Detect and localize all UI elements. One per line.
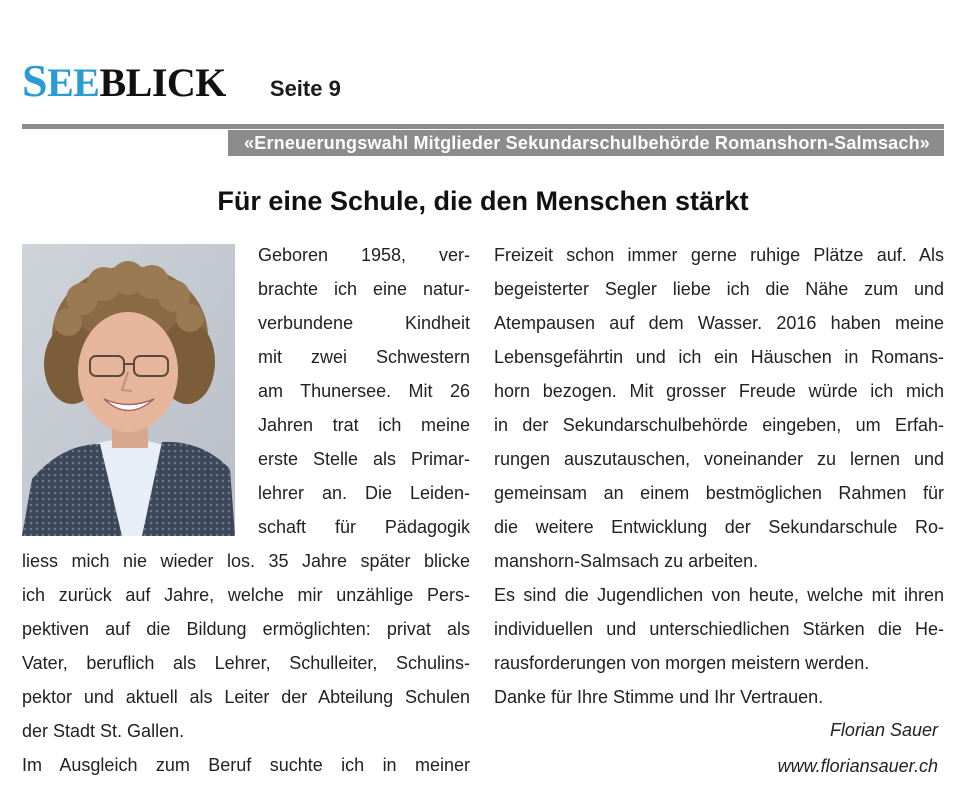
text-line: Danke für Ihre Stimme und Ihr Vertrauen.: [494, 687, 824, 707]
portrait-photo: [22, 244, 235, 536]
text-line: begeisterter Segler liebe ich die Nähe zum und: [494, 279, 944, 299]
text-line: ich zurück auf Jahre, welche mir unzählige Pers-: [22, 585, 470, 605]
text-line: mit zwei Schwestern: [258, 347, 470, 367]
text-line: Jahren trat ich meine: [258, 415, 470, 435]
text-line: Es sind die Jugendlichen von heute, welche mit ihren: [494, 585, 944, 605]
text-line: am Thunersee. Mit 26: [258, 381, 470, 401]
text-line: horn bezogen. Mit grosser Freude würde ich mich: [494, 381, 944, 401]
author-website[interactable]: www.floriansauer.ch: [777, 756, 938, 776]
article-column-left-bottom: [22, 544, 470, 782]
article-column-right: [494, 238, 944, 714]
author-name: Florian Sauer: [829, 720, 938, 740]
page-number: Seite 9: [269, 76, 341, 101]
text-line: pektor und aktuell als Leiter der Abteilung Schulen: [22, 687, 470, 707]
text-line: Geboren 1958, ver-: [258, 245, 470, 265]
text-line: Atempausen auf dem Wasser. 2016 haben meine: [494, 313, 944, 333]
article-headline: Für eine Schule, die den Menschen stärkt: [217, 186, 749, 216]
text-line: rausforderungen von morgen meistern werden.: [494, 653, 870, 673]
text-line: rungen auszutauschen, voneinander zu lernen und: [494, 449, 944, 469]
text-line: lehrer an. Die Leiden-: [258, 483, 470, 503]
section-rule: [22, 124, 944, 156]
portrait-illustration: [22, 244, 235, 536]
text-line: verbundene Kindheit: [258, 313, 470, 333]
text-line: Lebensgefährtin und ich ein Häuschen in Romans-: [494, 347, 944, 367]
text-line: Vater, beruflich als Lehrer, Schulleiter, Schulins-: [22, 653, 470, 673]
text-line: in der Sekundarschulbehörde eingeben, um Erfah-: [494, 415, 944, 435]
text-line: Im Ausgleich zum Beruf suchte ich in meiner: [22, 755, 470, 775]
text-line: brachte ich eine natur-: [258, 279, 470, 299]
text-line: die weitere Entwicklung der Sekundarschule Ro-: [494, 517, 944, 537]
text-line: pektiven auf die Bildung ermöglichten: privat als: [22, 619, 470, 639]
text-line: liess mich nie wieder los. 35 Jahre später blicke: [22, 551, 470, 571]
masthead: [22, 55, 341, 106]
text-line: individuellen und unterschiedlichen Stärken die He-: [494, 619, 944, 639]
article-column-left-top: [258, 238, 470, 544]
text-line: manshorn-Salmsach zu arbeiten.: [494, 551, 759, 571]
text-line: Freizeit schon immer gerne ruhige Plätze auf. Als: [494, 245, 944, 265]
text-line: erste Stelle als Primar-: [258, 449, 470, 469]
text-line: schaft für Pädagogik: [258, 517, 470, 537]
text-line: der Stadt St. Gallen.: [22, 721, 185, 741]
section-rubric: «Erneuerungswahl Mitglieder Sekundarschulbehörde Romanshorn-Salmsach»: [228, 130, 944, 156]
text-line: gemeinsam an einem bestmöglichen Rahmen für: [494, 483, 944, 503]
seeblick-logo: SEEBLICK: [22, 55, 226, 106]
rule-line: [22, 124, 944, 129]
